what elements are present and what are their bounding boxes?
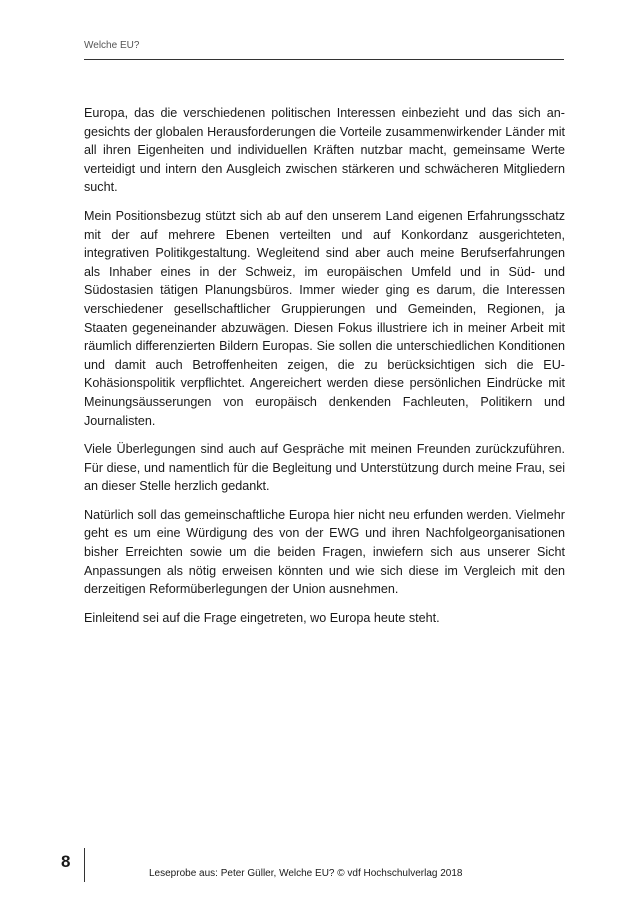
paragraph: Natürlich soll das gemeinschaftliche Europa hier nicht neu erfunden werden. Vielmehr geht es um eine Würdigung des von der EWG und ihren Nachfolgeorganisationen bisher Erreichten sowie um die beiden Fragen, inwiefern sich aus unserer Sicht Anpassungen als nötig erweisen könnten und wie sich diese im Vergleich mit den derzeitigen Reformüberlegungen der Union ausnehmen. xyxy=(84,507,565,597)
paragraph: Einleitend sei auf die Frage eingetreten, wo Europa heute steht. xyxy=(84,610,440,625)
body-text xyxy=(84,104,565,637)
paragraph: Viele Überlegungen sind auch auf Gespräche mit meinen Freunden zurückzuführen. Für diese, und namentlich für die Begleitung und Unterstützung durch meine Frau, sei an dieser Stelle herzlich gedankt. xyxy=(84,442,565,494)
header-rule xyxy=(84,59,564,60)
paragraph: Mein Positionsbezug stützt sich ab auf den unserem Land eigenen Erfahrungsschatz mit der auf mehrere Ebenen verteilten und auf Konkordanz ausgerichteten, integrativen Politikgestaltung. Wegleitend sind aber auch meine Berufserfahrungen als Inhaber eines in der Schweiz, im europäischen Umfeld und in Süd- und Südostasien tätigen Planungsbüros. Immer wieder ging es darum, die Interessen verschiedener gesellschaftlicher Gruppierungen und Gemeinden, Regionen, ja Staaten gegeneinander abzuwägen. Diesen Fokus illustriere ich in meiner Arbeit mit räumlich differenzierten Bildern Europas. Sie sollen die unterschiedlichen Konditionen und damit auch Betroffenheiten zeigen, die zu berücksichtigen sich die EU-Kohäsionspolitik verpflichtet. Angereichert werden diese persönlichen Eindrücke mit Meinungsäusserungen von europäisch denkenden Fachleuten, Politikern und Journalisten. xyxy=(84,208,565,428)
paragraph: Europa, das die verschiedenen politischen Interessen einbezieht und das sich angesichts der globalen Herausforderungen die Vorteile zusammenwirkender Länder mit all ihren Eigenheiten und individuellen Kräften nutzbar macht, gemeinsame Werte verteidigt und intern den Ausgleich zwischen stärkeren und schwächeren Mitgliedern sucht. xyxy=(84,106,565,195)
page-number: 8 xyxy=(61,852,71,871)
running-header: Welche EU? xyxy=(84,40,140,51)
page-number-rule xyxy=(84,848,85,882)
footer-credit: Leseprobe aus: Peter Güller, Welche EU? © vdf Hochschulverlag 2018 xyxy=(149,868,463,879)
